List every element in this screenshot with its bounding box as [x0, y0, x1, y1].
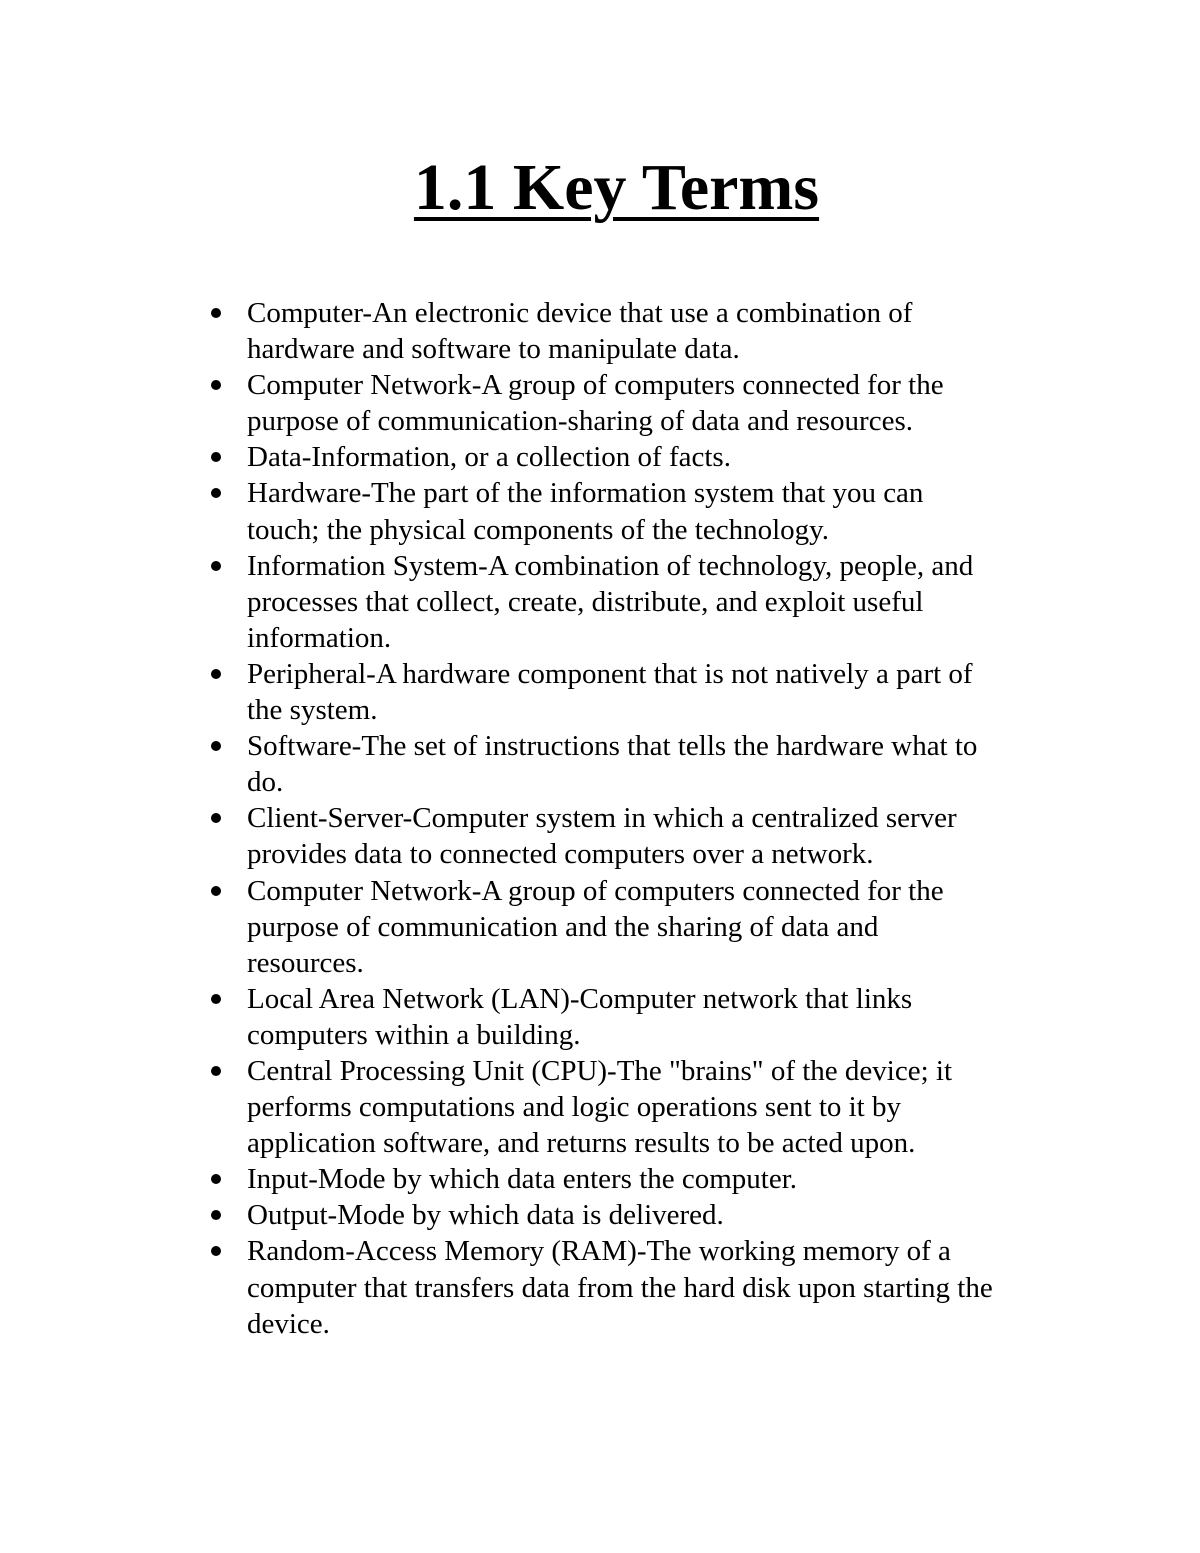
- term-text-line: hardware and software to manipulate data.: [247, 333, 740, 366]
- term-text-line: device.: [247, 1307, 330, 1340]
- term-text-line: Output-Mode by which data is delivered.: [247, 1199, 724, 1232]
- term-item: [205, 800, 1075, 872]
- term-item: [205, 439, 1075, 475]
- term-item: [205, 367, 1075, 439]
- term-text-line: Software-The set of instructions that tells the hardware what to: [247, 730, 978, 763]
- term-item: [205, 1053, 1075, 1161]
- term-item: [205, 873, 1075, 981]
- bullet-icon: [211, 452, 221, 462]
- term-text-line: information.: [247, 621, 392, 654]
- term-text-line: provides data to connected computers over a network.: [247, 838, 874, 871]
- term-text-line: processes that collect, create, distribute, and exploit useful: [247, 585, 924, 618]
- term-text-line: Data-Information, or a collection of facts.: [247, 441, 731, 474]
- term-text-line: Hardware-The part of the information system that you can: [247, 477, 924, 510]
- term-text-line: purpose of communication and the sharing of data and: [247, 910, 879, 943]
- term-item: [205, 295, 1075, 367]
- term-item: [205, 1233, 1075, 1341]
- term-text-line: computer that transfers data from the hard disk upon starting the: [247, 1271, 993, 1304]
- term-item: [205, 1197, 1075, 1233]
- term-text-line: Input-Mode by which data enters the computer.: [247, 1163, 798, 1196]
- term-item: [205, 981, 1075, 1053]
- term-text-line: Local Area Network (LAN)-Computer network that links: [247, 982, 913, 1015]
- term-text-line: resources.: [247, 946, 364, 979]
- term-text-line: Client-Server-Computer system in which a centralized server: [247, 802, 957, 835]
- bullet-icon: [211, 380, 221, 390]
- bullet-icon: [211, 994, 221, 1004]
- term-item: [205, 548, 1075, 656]
- bullet-icon: [211, 308, 221, 318]
- term-text-line: computers within a building.: [247, 1018, 581, 1051]
- bullet-icon: [211, 561, 221, 571]
- term-text-line: the system.: [247, 694, 378, 727]
- term-item: [205, 728, 1075, 800]
- bullet-icon: [211, 886, 221, 896]
- bullet-icon: [211, 1210, 221, 1220]
- term-text-line: purpose of communication-sharing of data and resources.: [247, 405, 913, 438]
- term-item: [205, 475, 1075, 547]
- bullet-icon: [211, 669, 221, 679]
- term-text-line: Computer-An electronic device that use a combination of: [247, 297, 913, 329]
- term-text-line: do.: [247, 766, 284, 799]
- term-text-line: Central Processing Unit (CPU)-The "brains" of the device; it: [247, 1054, 953, 1087]
- term-text-line: Computer Network-A group of computers connected for the: [247, 874, 944, 907]
- term-text-line: Computer Network-A group of computers connected for the: [247, 369, 944, 402]
- bullet-icon: [211, 813, 221, 823]
- term-text-line: Information System-A combination of technology, people, and: [247, 549, 974, 582]
- term-item: [205, 656, 1075, 728]
- page-title: 1.1 Key Terms: [413, 151, 820, 224]
- bullet-icon: [211, 1246, 221, 1256]
- key-terms-list: [205, 295, 1075, 1342]
- bullet-icon: [211, 1174, 221, 1184]
- term-text-line: Random-Access Memory (RAM)-The working memory of a: [247, 1235, 951, 1268]
- term-text-line: Peripheral-A hardware component that is not natively a part of: [247, 657, 973, 690]
- bullet-icon: [211, 1066, 221, 1076]
- term-item: [205, 1161, 1075, 1197]
- term-text-line: application software, and returns results to be acted upon.: [247, 1127, 916, 1160]
- bullet-icon: [211, 741, 221, 751]
- term-text-line: performs computations and logic operations sent to it by: [247, 1091, 901, 1124]
- term-text-line: touch; the physical components of the technology.: [247, 513, 830, 546]
- bullet-icon: [211, 488, 221, 498]
